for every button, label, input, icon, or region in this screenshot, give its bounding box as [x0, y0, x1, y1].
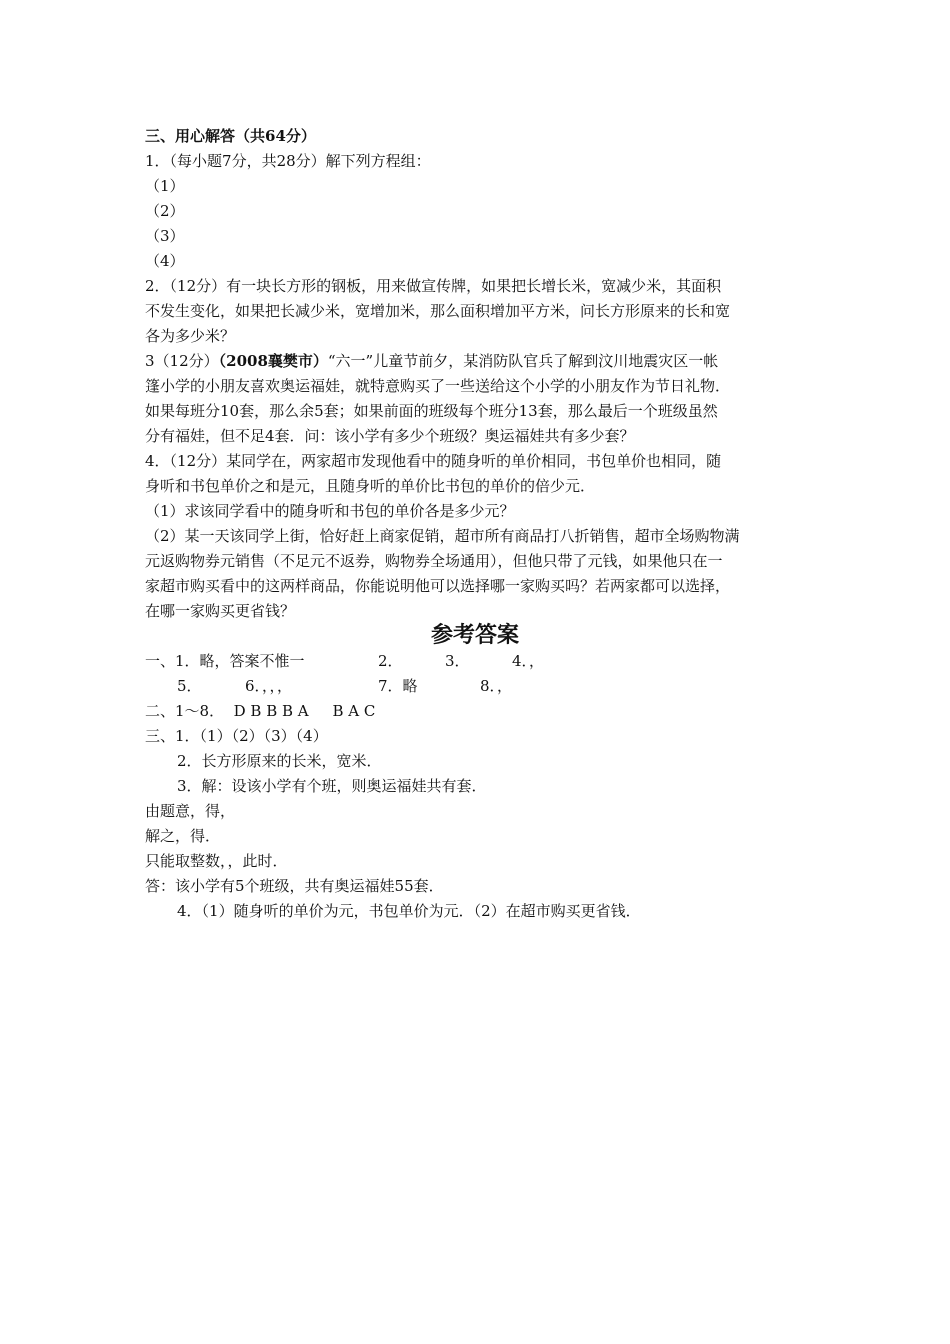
answer-3-line-4: 由题意，得，	[145, 802, 236, 820]
section3-heading: 三、用心解答（共64分）	[145, 127, 316, 145]
q3-line-3: 如果每班分10套，那么余5套；如果前面的班级每个班分13套，那么最后一个班级虽然	[145, 402, 718, 420]
q4-line-3: （1）求该同学看中的随身听和书包的单价各是多少元？	[145, 502, 515, 520]
answers-title: 参考答案	[430, 622, 519, 648]
q4-line-1: 4．（12分）某同学在，两家超市发现他看中的随身听的单价相同，书包单价也相同，随	[145, 452, 722, 470]
q4-line-7: 在哪一家购买更省钱？	[145, 602, 296, 620]
q1-part-3: （3）	[145, 227, 185, 245]
answer-3-line-1: 三、1．（1）（2）（3）（4）	[145, 727, 328, 745]
answer-3-line-6: 只能取整数，，此时．	[145, 852, 288, 870]
q3-prefix: 3（12分）	[145, 352, 219, 370]
answer-1-2: 2．	[378, 652, 403, 670]
q3-first-line-rest: “六一”儿童节前夕，某消防队官兵了解到汶川地震灾区一帐	[327, 352, 719, 370]
q4-line-6: 家超市购买看中的这两样商品，你能说明他可以选择哪一家购买吗？若两家都可以选择，	[145, 577, 731, 595]
q1-part-2: （2）	[145, 202, 185, 220]
q1-part-1: （1）	[145, 177, 185, 195]
q1-part-4: （4）	[145, 252, 185, 270]
answer-3-line-8: 4．（1）随身听的单价为元，书包单价为元．（2）在超市购买更省钱．	[177, 902, 641, 920]
q2-line-2: 不发生变化，如果把长减少米，宽增加米，那么面积增加平方米，问长方形原来的长和宽	[145, 302, 731, 320]
q2-line-1: 2．（12分）有一块长方形的钢板，用来做宣传牌，如果把长增长米，宽减少米，其面积	[145, 277, 722, 295]
answer-1-6: 6．，，，	[245, 677, 293, 695]
answer-1-4: 4．，	[512, 652, 545, 670]
q4-line-4: （2）某一天该同学上街，恰好赶上商家促销，超市所有商品打八折销售，超市全场购物满	[145, 527, 740, 545]
answer-3-line-2: 2．长方形原来的长米，宽米．	[177, 752, 382, 770]
q3-line-2: 篷小学的小朋友喜欢奥运福娃，就特意购买了一些送给这个小学的小朋友作为节日礼物．	[145, 377, 731, 395]
q2-line-3: 各为多少米？	[145, 327, 236, 345]
answer-3-line-5: 解之，得．	[145, 827, 221, 845]
q3-source: （2008襄樊市）	[218, 352, 328, 370]
answer-1-3: 3．	[445, 652, 470, 670]
q1-stem: 1．（每小题7分，共28分）解下列方程组：	[145, 152, 431, 170]
answer-1-8: 8．，	[480, 677, 513, 695]
q4-line-2: 身听和书包单价之和是元，且随身听的单价比书包的单价的倍少元．	[145, 477, 596, 495]
answer-1-7: 7．略	[378, 677, 418, 695]
q4-line-5: 元返购物券元销售（不足元不返券，购物券全场通用），但他只带了元钱，如果他只在一	[145, 552, 723, 570]
q3-line-1	[145, 351, 718, 371]
answer-1-5: 5．	[177, 677, 202, 695]
answer-1-1: 一、1．略，答案不惟一	[145, 652, 305, 670]
answer-3-line-7: 答：该小学有5个班级，共有奥运福娃55套．	[145, 877, 444, 895]
answer-3-line-3: 3．解：设该小学有个班，则奥运福娃共有套．	[177, 777, 487, 795]
q3-line-4: 分有福娃，但不足4套．问：该小学有多少个班级？奥运福娃共有多少套？	[145, 427, 635, 445]
answer-part2: 二、1～8． D B B B A B A C	[145, 702, 376, 720]
